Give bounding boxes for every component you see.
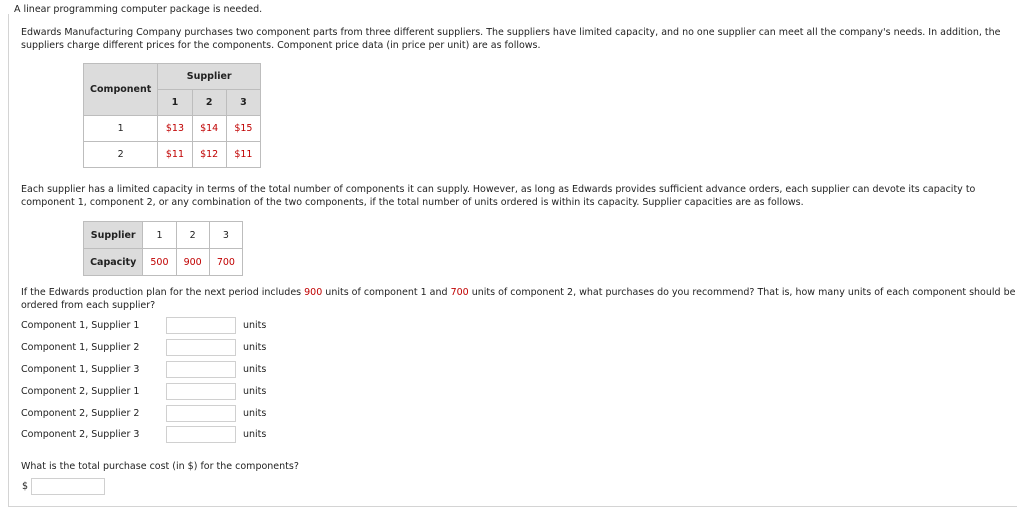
capacity-table bbox=[83, 221, 243, 276]
supplier-number: 3 bbox=[226, 90, 260, 116]
c1-s3-units-input[interactable] bbox=[166, 361, 236, 378]
answer-label: Component 1, Supplier 2 bbox=[21, 342, 140, 353]
answer-row bbox=[21, 317, 321, 337]
answer-row bbox=[21, 339, 321, 359]
c1-s2-units-input[interactable] bbox=[166, 339, 236, 356]
price-cell: $12 bbox=[192, 142, 226, 168]
price-cell: $14 bbox=[192, 116, 226, 142]
answer-row bbox=[21, 361, 321, 381]
problem-paragraph-1: Edwards Manufacturing Company purchases two component parts from three different suppliers. The suppliers have limited capacity, and no one supplier can meet all the company's needs. In addition, the suppliers charge different prices for the components. Component price data (in price per unit) are as follows. bbox=[21, 27, 1001, 51]
question-part: units of component 1 and bbox=[322, 287, 451, 298]
dollar-sign: $ bbox=[22, 481, 29, 492]
supplier-number: 2 bbox=[176, 222, 209, 249]
capacity-cell: 900 bbox=[176, 249, 209, 276]
units-label: units bbox=[243, 320, 267, 331]
answer-row bbox=[21, 426, 321, 446]
c1-s1-units-input[interactable] bbox=[166, 317, 236, 334]
c2-s2-units-input[interactable] bbox=[166, 405, 236, 422]
units-label: units bbox=[243, 429, 267, 440]
answer-label: Component 2, Supplier 3 bbox=[21, 429, 140, 440]
units-label: units bbox=[243, 342, 267, 353]
price-cell: $15 bbox=[226, 116, 260, 142]
question-part: units of component 2, what purchases do you recommend? That is, how many units of each component should be ordered from each supplier? bbox=[21, 287, 1016, 311]
supplier-number: 3 bbox=[209, 222, 242, 249]
price-cell: $11 bbox=[226, 142, 260, 168]
supplier-header: Supplier bbox=[158, 64, 261, 90]
answer-label: Component 1, Supplier 1 bbox=[21, 320, 140, 331]
answer-row bbox=[21, 405, 321, 425]
answer-label: Component 2, Supplier 2 bbox=[21, 408, 140, 419]
capacity-cell: 700 bbox=[209, 249, 242, 276]
supplier-row-label: Supplier bbox=[84, 222, 143, 249]
question-text bbox=[21, 286, 1021, 312]
total-cost-question: What is the total purchase cost (in $) for the components? bbox=[21, 461, 299, 472]
table-row bbox=[84, 116, 261, 142]
component-header: Component bbox=[84, 64, 158, 116]
problem-paragraph-2: Each supplier has a limited capacity in terms of the total number of components it can supply. However, as long as Edwards provides sufficient advance orders, each supplier can devote its capacity to component 1, component 2, or any combination of the two components, if the total number of units ordered is within its capacity. Supplier capacities are as follows. bbox=[21, 184, 976, 208]
units-label: units bbox=[243, 408, 267, 419]
supplier-number: 2 bbox=[192, 90, 226, 116]
capacity-cell: 500 bbox=[143, 249, 176, 276]
c2-s1-units-input[interactable] bbox=[166, 383, 236, 400]
question-part: If the Edwards production plan for the next period includes bbox=[21, 287, 305, 298]
component-id: 1 bbox=[84, 116, 158, 142]
component-2-quantity: 700 bbox=[450, 287, 469, 298]
total-cost-input[interactable] bbox=[31, 478, 105, 495]
table-row bbox=[84, 142, 261, 168]
supplier-number: 1 bbox=[158, 90, 192, 116]
price-cell: $11 bbox=[158, 142, 192, 168]
capacity-row-label: Capacity bbox=[84, 249, 143, 276]
intro-text: A linear programming computer package is needed. bbox=[14, 4, 263, 15]
answer-row bbox=[21, 383, 321, 403]
answer-label: Component 2, Supplier 1 bbox=[21, 386, 140, 397]
supplier-number: 1 bbox=[143, 222, 176, 249]
c2-s3-units-input[interactable] bbox=[166, 426, 236, 443]
component-1-quantity: 900 bbox=[304, 287, 323, 298]
answer-label: Component 1, Supplier 3 bbox=[21, 364, 140, 375]
units-label: units bbox=[243, 364, 267, 375]
units-label: units bbox=[243, 386, 267, 397]
price-table bbox=[83, 63, 261, 168]
component-id: 2 bbox=[84, 142, 158, 168]
price-cell: $13 bbox=[158, 116, 192, 142]
